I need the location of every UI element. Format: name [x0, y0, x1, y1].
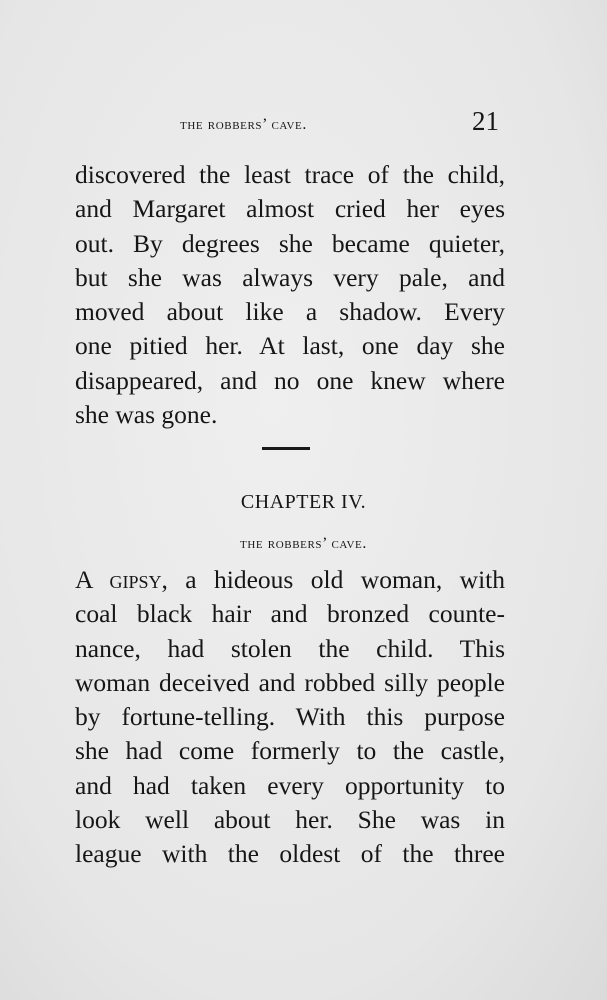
- small-caps-word: gipsy: [109, 565, 162, 594]
- text-line-first: [75, 563, 505, 597]
- text-line: moved about like a shadow. Every: [75, 297, 505, 327]
- running-title: the robbers’ cave.: [180, 116, 307, 133]
- text-line: by fortune-telling. With this purpose: [75, 702, 505, 732]
- text-line: out. By degrees she became quieter,: [75, 228, 505, 258]
- text-line: league with the oldest of the three: [75, 839, 505, 869]
- text-line: coal black hair and bronzed counte-: [75, 599, 505, 629]
- text-line: woman deceived and robbed silly people: [75, 667, 505, 697]
- running-header: [0, 104, 607, 140]
- text-line: disappeared, and no one knew where: [75, 365, 505, 395]
- first-word: A: [75, 565, 93, 594]
- text-line: look well about her. She was in: [75, 805, 505, 835]
- text-line: and had taken every opportunity to: [75, 770, 505, 800]
- page-number: 21: [472, 106, 499, 136]
- text-line: she was gone.: [75, 400, 218, 430]
- chapter-heading: CHAPTER IV.: [240, 491, 367, 513]
- text-line: nance, had stolen the child. This: [75, 633, 505, 663]
- paragraph-2: [75, 563, 505, 872]
- text-line: but she was always very pale, and: [75, 262, 505, 292]
- text-line: one pitied her. At last, one day she: [75, 331, 505, 361]
- text-line: discovered the least trace of the child,: [75, 160, 505, 189]
- paragraph-1: [75, 158, 505, 432]
- section-divider-rule: [262, 447, 310, 450]
- text-line: she had come formerly to the castle,: [75, 736, 505, 766]
- text-line: and Margaret almost cried her eyes: [75, 194, 505, 224]
- chapter-subtitle: the robbers’ cave.: [240, 535, 367, 552]
- first-line-rest: , a hideous old woman, with: [161, 565, 505, 594]
